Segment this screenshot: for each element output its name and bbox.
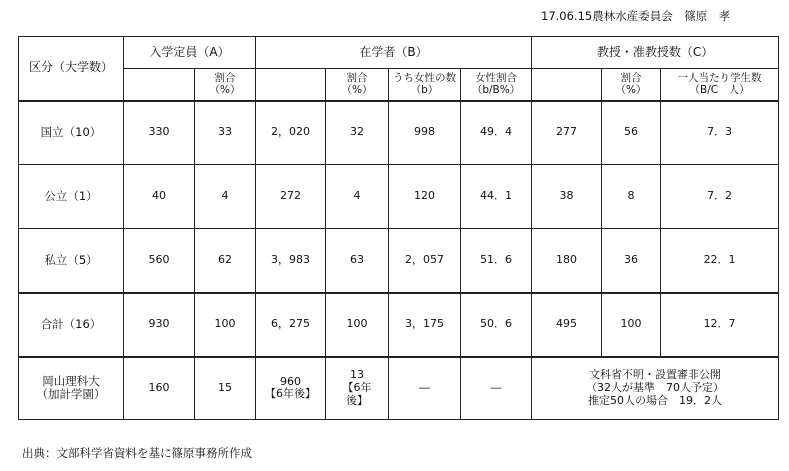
cell-faculty: 38 [532, 165, 602, 229]
row-label: 私立（5） [19, 229, 124, 293]
cell-students: 3，983 [256, 229, 326, 293]
blank-adm-sub [124, 69, 195, 101]
blank-stu-sub [256, 69, 326, 101]
cell-students-ratio: 13 【6年 後】 [326, 357, 389, 420]
cell-female-ratio: 49．4 [461, 101, 532, 165]
cell-admission-ratio: 100 [195, 293, 256, 357]
cell-faculty: 277 [532, 101, 602, 165]
header-note: 17.06.15農林水産委員会 篠原 孝 [541, 9, 731, 23]
row-label: 合計（16） [19, 293, 124, 357]
cell-female-count: 998 [389, 101, 461, 165]
table-row-public [19, 165, 779, 229]
cell-students-ratio: 100 [326, 293, 389, 357]
sub-header-female-count: うち女性の数 （b） [389, 69, 461, 101]
cell-per-faculty: 7．3 [661, 101, 779, 165]
cell-students-ratio: 63 [326, 229, 389, 293]
row-label: 岡山理科大 （加計学園） [19, 357, 124, 420]
sub-header-per-faculty: 一人当たり学生数 （B/C 人） [661, 69, 779, 101]
cell-per-faculty: 7．2 [661, 165, 779, 229]
cell-female-ratio: ― [461, 357, 532, 420]
header-row-groups [19, 37, 779, 69]
cell-students-ratio: 4 [326, 165, 389, 229]
table-row-total [19, 293, 779, 357]
cell-students: 272 [256, 165, 326, 229]
cell-female-ratio: 50．6 [461, 293, 532, 357]
cell-faculty-ratio: 100 [602, 293, 661, 357]
cell-students: 960 【6年後】 [256, 357, 326, 420]
table-row-private [19, 229, 779, 293]
cell-faculty-note: 文科省不明・設置審非公開 （32人が基準 70人予定） 推定50人の場合 19．2人 [532, 357, 779, 420]
university-stats-table [18, 36, 779, 420]
cell-students: 2，020 [256, 101, 326, 165]
cell-female-count: ― [389, 357, 461, 420]
cell-faculty: 495 [532, 293, 602, 357]
cell-female-count: 3，175 [389, 293, 461, 357]
sub-header-female-ratio: 女性割合 （b/B%） [461, 69, 532, 101]
cell-faculty: 180 [532, 229, 602, 293]
row-label: 公立（1） [19, 165, 124, 229]
table-row-okayama [19, 357, 779, 420]
sub-header-fac-ratio: 割合 （%） [602, 69, 661, 101]
cell-admission-ratio: 4 [195, 165, 256, 229]
header-row-sub [19, 69, 779, 101]
cell-students: 6，275 [256, 293, 326, 357]
sub-header-stu-ratio: 割合 （%） [326, 69, 389, 101]
cell-admission-ratio: 33 [195, 101, 256, 165]
cell-admission-ratio: 15 [195, 357, 256, 420]
cell-admission: 930 [124, 293, 195, 357]
col-header-admission: 入学定員（A） [124, 37, 256, 69]
cell-female-ratio: 51．6 [461, 229, 532, 293]
blank-fac-sub [532, 69, 602, 101]
cell-female-ratio: 44．1 [461, 165, 532, 229]
cell-students-ratio: 32 [326, 101, 389, 165]
cell-admission: 330 [124, 101, 195, 165]
cell-per-faculty: 12．7 [661, 293, 779, 357]
col-header-students: 在学者（B） [256, 37, 532, 69]
cell-admission: 160 [124, 357, 195, 420]
cell-per-faculty: 22．1 [661, 229, 779, 293]
table-row-national [19, 101, 779, 165]
cell-admission: 560 [124, 229, 195, 293]
source-note: 出典：文部科学省資料を基に篠原事務所作成 [22, 446, 252, 460]
cell-admission: 40 [124, 165, 195, 229]
col-header-category: 区分（大学数） [19, 37, 124, 101]
cell-female-count: 2，057 [389, 229, 461, 293]
cell-faculty-ratio: 36 [602, 229, 661, 293]
cell-faculty-ratio: 8 [602, 165, 661, 229]
cell-female-count: 120 [389, 165, 461, 229]
sub-header-adm-ratio: 割合 （%） [195, 69, 256, 101]
col-header-faculty: 教授・准教授数（C） [532, 37, 779, 69]
row-label: 国立（10） [19, 101, 124, 165]
cell-admission-ratio: 62 [195, 229, 256, 293]
cell-faculty-ratio: 56 [602, 101, 661, 165]
